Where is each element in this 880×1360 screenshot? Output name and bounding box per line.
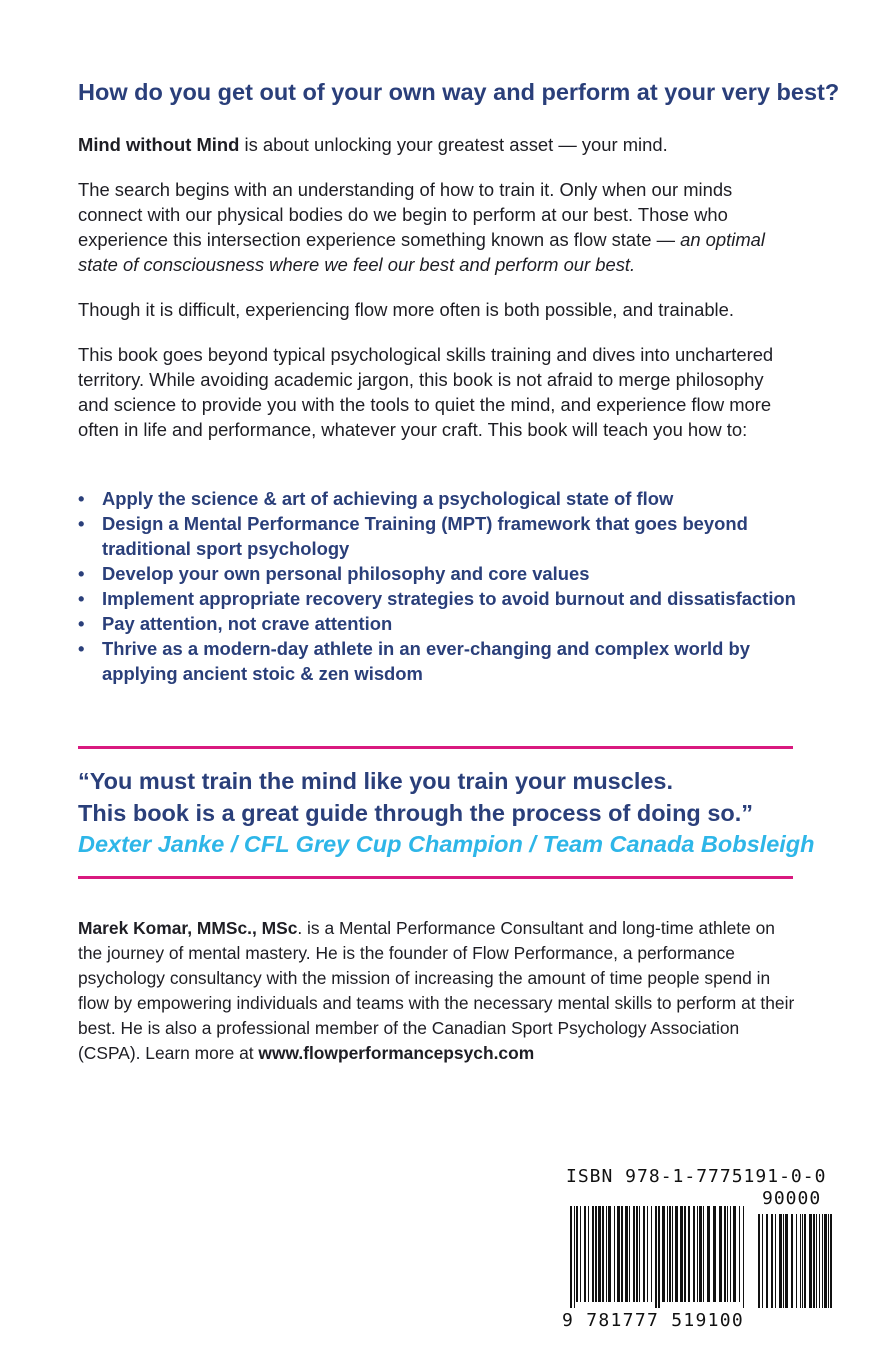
addon-bar: [775, 1214, 776, 1308]
barcode-bar: [606, 1206, 607, 1302]
quote-line-1: “You must train the mind like you train your muscles.: [78, 768, 674, 794]
list-item: • Apply the science & art of achieving a psychological state of flow: [78, 488, 674, 509]
barcode-bar: [617, 1206, 620, 1302]
addon-bar: [791, 1214, 793, 1308]
barcode-bar: [621, 1206, 623, 1302]
addon-bar: [802, 1214, 803, 1308]
addon-bar: [828, 1214, 829, 1308]
barcode-bar: [724, 1206, 726, 1302]
barcode-bar: [647, 1206, 648, 1302]
barcode-bar: [733, 1206, 736, 1302]
list-item: • Develop your own personal philosophy and core values: [78, 563, 590, 584]
bullet-icon: •: [78, 513, 85, 534]
ean-digits: 9 781777 519100: [562, 1310, 745, 1331]
barcode-bar: [743, 1206, 744, 1308]
list-item: • Design a Mental Performance Training (MPT) framework that goes beyond traditional sport psychology: [78, 513, 748, 559]
barcode-bar: [580, 1206, 581, 1302]
barcode-bar: [680, 1206, 683, 1302]
addon-bar: [766, 1214, 768, 1308]
addon-bar: [830, 1214, 832, 1308]
list-item: • Pay attention, not crave attention: [78, 613, 393, 634]
addon-bar: [779, 1214, 782, 1308]
bullet-icon: •: [78, 638, 85, 659]
list-item: • Implement appropriate recovery strategies to avoid burnout and dissatisfaction: [78, 588, 796, 609]
addon-bar: [809, 1214, 812, 1308]
isbn-label: ISBN 978-1-7775191-0-0: [566, 1166, 827, 1187]
addon-bar: [796, 1214, 797, 1308]
barcode-bar: [707, 1206, 710, 1302]
barcode-bar: [739, 1206, 740, 1302]
barcode-bar: [598, 1206, 601, 1302]
barcode-bar: [730, 1206, 731, 1302]
author-bio: [78, 916, 798, 1066]
addon-bar: [804, 1214, 806, 1308]
bullet-icon: •: [78, 488, 85, 509]
divider-bottom: [78, 876, 793, 879]
addon-bar: [816, 1214, 817, 1308]
barcode-bar: [633, 1206, 635, 1302]
beyond-paragraph: This book goes beyond typical psychological skills training and dives into unchartered territory. While avoiding academic jargon, this book is not afraid to merge philosophy and science to provide you with the tools to quiet the mind, and experience flow more often in life and performance, whatever your craft. This book will teach you how to:: [78, 344, 774, 440]
barcode-bar: [643, 1206, 645, 1302]
addon-bar: [800, 1214, 801, 1308]
barcode-bar: [576, 1206, 578, 1302]
bio-text: . is a Mental Performance Consultant and long-time athlete on the journey of mental mastery. He is the founder of Flow Performance, a performance psychology consultancy with the mission of increasing the amount of time people spend in flow by empowering individuals and teams with the necessary mental skills to perform at their best. He is also a professional member of the Canadian Sport Psychology Association (CSPA). Learn more at: [78, 918, 795, 1063]
price-addon-label: 90000: [762, 1188, 822, 1209]
barcode-bar: [592, 1206, 594, 1302]
addon-bar: [822, 1214, 823, 1308]
barcode-bar: [684, 1206, 686, 1302]
search-text: The search begins with an understanding of how to train it. Only when our minds connect with our physical bodies do we begin to perform at our best. Those who experience this intersection experience something known as flow state —: [78, 179, 733, 250]
barcode-bar: [662, 1206, 665, 1302]
addon-bar: [762, 1214, 763, 1308]
barcode-bar: [672, 1206, 673, 1302]
addon-bar: [785, 1214, 788, 1308]
testimonial-quote: [78, 765, 808, 829]
bullet-icon: •: [78, 588, 85, 609]
quote-line-2: This book is a great guide through the process of doing so.”: [78, 800, 754, 826]
barcode-bar: [651, 1206, 652, 1302]
divider-top: [78, 746, 793, 749]
barcode-bar: [608, 1206, 611, 1302]
barcode-bar: [693, 1206, 695, 1302]
benefits-list: [78, 486, 798, 686]
book-title: Mind without Mind: [78, 134, 240, 155]
bullet-icon: •: [78, 563, 85, 584]
addon-bar: [819, 1214, 820, 1308]
barcode-bar: [625, 1206, 628, 1302]
bullet-icon: •: [78, 613, 85, 634]
barcode-bar: [629, 1206, 630, 1302]
barcode-bar: [703, 1206, 704, 1302]
barcode-icon: [560, 1206, 838, 1310]
intro-text: is about unlocking your greatest asset — your mind.: [239, 134, 668, 155]
quote-attribution: Dexter Janke / CFL Grey Cup Champion / Team Canada Bobsleigh: [78, 831, 815, 857]
barcode-bar: [655, 1206, 657, 1308]
barcode-bar: [688, 1206, 690, 1302]
addon-bar: [783, 1214, 784, 1308]
list-item: • Thrive as a modern-day athlete in an ever-changing and complex world by applying ancient stoic & zen wisdom: [78, 638, 750, 684]
barcode-bar: [727, 1206, 728, 1302]
barcode-bar: [588, 1206, 589, 1302]
barcode-bar: [570, 1206, 572, 1308]
barcode-bar: [602, 1206, 604, 1302]
difficult-paragraph: Though it is difficult, experiencing flow more often is both possible, and trainable.: [78, 299, 734, 320]
addon-bar: [824, 1214, 827, 1308]
isbn-barcode: [560, 1166, 838, 1336]
barcode-bar: [667, 1206, 668, 1302]
addon-bar: [758, 1214, 760, 1308]
barcode-bar: [595, 1206, 597, 1302]
barcode-bar: [713, 1206, 716, 1302]
author-name: Marek Komar, MMSc., MSc: [78, 918, 298, 938]
barcode-bar: [719, 1206, 722, 1302]
website-link[interactable]: www.flowperformancepsych.com: [258, 1043, 535, 1063]
barcode-bar: [699, 1206, 702, 1302]
barcode-bar: [675, 1206, 678, 1302]
barcode-bar: [636, 1206, 638, 1302]
barcode-bar: [658, 1206, 660, 1308]
addon-bar: [771, 1214, 773, 1308]
addon-bar: [813, 1214, 815, 1308]
barcode-bar: [669, 1206, 671, 1302]
barcode-bar: [639, 1206, 640, 1302]
search-paragraph: [78, 177, 798, 277]
barcode-bar: [574, 1206, 575, 1308]
barcode-bar: [584, 1206, 586, 1302]
barcode-bar: [614, 1206, 615, 1302]
intro-paragraph: [78, 132, 798, 157]
barcode-bar: [697, 1206, 698, 1302]
flow-definition: an optimal state of consciousness where we feel our best and perform our best.: [78, 229, 765, 275]
headline: How do you get out of your own way and perform at your very best?: [78, 79, 840, 105]
